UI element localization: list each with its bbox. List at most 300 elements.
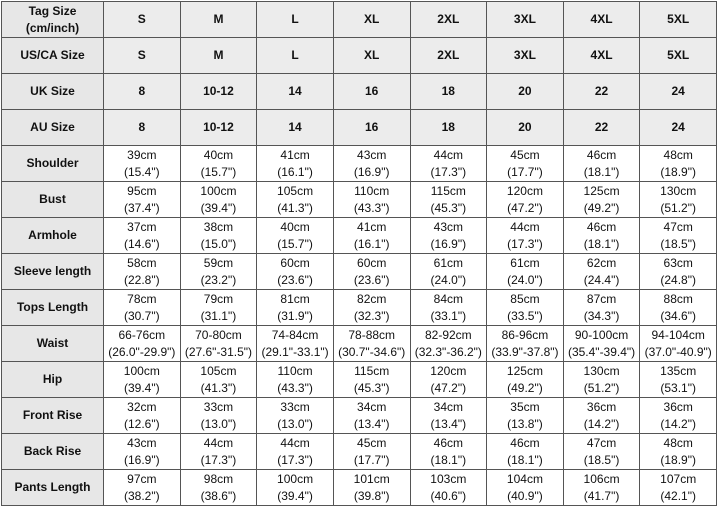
measurement-cell (104, 182, 181, 218)
inch-value: (45.3") (353, 380, 390, 395)
cm-value: 125cm (506, 363, 543, 378)
inch-value: (13.4") (353, 416, 390, 431)
inch-value: (15.4") (124, 164, 160, 179)
cm-value: 130cm (660, 183, 697, 198)
inch-value: (17.7") (507, 164, 543, 179)
inch-value: (14.6") (124, 236, 160, 251)
row-label: Front Rise (2, 398, 104, 434)
inch-value: (17.7") (353, 452, 390, 467)
inch-value: (39.4") (277, 488, 313, 503)
measurement-cell (333, 326, 410, 362)
corner-label-line2: (cm/inch) (25, 20, 80, 35)
inch-value: (33.9"-37.8") (491, 344, 559, 359)
inch-value: (13.8") (507, 416, 543, 431)
size-cell: S (104, 38, 181, 74)
cm-value: 41cm (280, 147, 310, 162)
measurement-cell (563, 218, 640, 254)
cm-value: 95cm (127, 183, 157, 198)
inch-value: (45.3") (430, 200, 467, 215)
size-cell: 20 (487, 110, 564, 146)
cm-value: 78cm (127, 291, 157, 306)
measurement-cell (180, 218, 257, 254)
measurement-cell (257, 218, 334, 254)
cm-value: 86-96cm (501, 327, 549, 342)
cm-value: 47cm (663, 219, 693, 234)
size-cell: 8 (104, 110, 181, 146)
cm-value: 43cm (357, 147, 387, 162)
measurement-cell (410, 398, 487, 434)
measurement-cell (410, 182, 487, 218)
cm-value: 39cm (127, 147, 157, 162)
measurement-row (2, 362, 717, 398)
cm-value: 110cm (354, 183, 390, 198)
cm-value: 46cm (433, 435, 463, 450)
inch-value: (24.4") (583, 272, 620, 287)
inch-value: (31.9") (277, 308, 313, 323)
measurement-cell (563, 398, 640, 434)
measurement-row (2, 218, 717, 254)
inch-value: (39.8") (353, 488, 390, 503)
measurement-cell (333, 398, 410, 434)
measurement-cell (640, 362, 717, 398)
measurement-cell (563, 290, 640, 326)
cm-value: 125cm (583, 183, 620, 198)
cm-value: 105cm (277, 183, 314, 198)
size-cell: 16 (333, 74, 410, 110)
row-label: US/CA Size (2, 38, 104, 74)
corner-label (2, 2, 104, 38)
measurement-cell (640, 434, 717, 470)
cm-value: 63cm (663, 255, 693, 270)
measurement-row (2, 254, 717, 290)
row-label: Shoulder (2, 146, 104, 182)
measurement-cell (487, 146, 564, 182)
measurement-cell (180, 362, 257, 398)
inch-value: (24.8") (660, 272, 696, 287)
inch-value: (18.1") (430, 452, 467, 467)
cm-value: 59cm (203, 255, 234, 270)
inch-value: (40.6") (430, 488, 467, 503)
measurement-cell (640, 290, 717, 326)
cm-value: 120cm (506, 183, 543, 198)
measurement-cell (180, 254, 257, 290)
size-cell: 14 (257, 110, 334, 146)
measurement-cell (563, 326, 640, 362)
measurement-cell (640, 254, 717, 290)
measurement-row (2, 290, 717, 326)
inch-value: (26.0"-29.9") (108, 344, 176, 359)
cm-value: 130cm (583, 363, 620, 378)
inch-value: (24.0") (507, 272, 543, 287)
row-label: AU Size (2, 110, 104, 146)
cm-value: 100cm (123, 363, 160, 378)
inch-value: (41.3") (277, 200, 313, 215)
measurement-cell (180, 398, 257, 434)
measurement-row (2, 398, 717, 434)
inch-value: (18.9") (660, 452, 696, 467)
inch-value: (37.4") (124, 200, 160, 215)
measurement-cell (640, 146, 717, 182)
cm-value: 85cm (510, 291, 540, 306)
cm-value: 104cm (506, 471, 543, 486)
measurement-cell (410, 146, 487, 182)
size-cell: 10-12 (180, 110, 257, 146)
size-cell: 20 (487, 74, 564, 110)
cm-value: 115cm (430, 183, 466, 198)
cm-value: 100cm (200, 183, 237, 198)
inch-value: (18.1") (583, 164, 620, 179)
measurement-cell (410, 290, 487, 326)
measurement-cell (333, 434, 410, 470)
cm-value: 100cm (277, 471, 314, 486)
cm-value: 74-84cm (271, 327, 319, 342)
measurement-cell (563, 182, 640, 218)
size-cell: 10-12 (180, 74, 257, 110)
measurement-cell (487, 182, 564, 218)
measurement-cell (563, 254, 640, 290)
measurement-cell (333, 362, 410, 398)
measurement-cell (180, 434, 257, 470)
inch-value: (15.0") (200, 236, 237, 251)
cm-value: 44cm (203, 435, 234, 450)
inch-value: (34.3") (583, 308, 620, 323)
cm-value: 88cm (663, 291, 693, 306)
measurement-cell (640, 326, 717, 362)
size-cell: L (257, 38, 334, 74)
measurement-cell (487, 290, 564, 326)
cm-value: 120cm (430, 363, 467, 378)
measurement-row (2, 182, 717, 218)
cm-value: 107cm (660, 471, 697, 486)
cm-value: 35cm (510, 399, 540, 414)
measurement-cell (563, 434, 640, 470)
row-label: Hip (2, 362, 104, 398)
inch-value: (18.5") (660, 236, 696, 251)
measurement-cell (333, 182, 410, 218)
row-label: UK Size (2, 74, 104, 110)
size-cell: 24 (640, 110, 717, 146)
measurement-cell (257, 182, 334, 218)
inch-value: (40.9") (507, 488, 543, 503)
inch-value: (49.2") (507, 380, 543, 395)
size-cell: 5XL (640, 38, 717, 74)
inch-value: (18.9") (660, 164, 696, 179)
inch-value: (17.3") (200, 452, 237, 467)
inch-value: (17.3") (507, 236, 543, 251)
measurement-cell (640, 398, 717, 434)
measurement-cell (333, 254, 410, 290)
cm-value: 90-100cm (574, 327, 629, 342)
measurement-cell (257, 146, 334, 182)
cm-value: 40cm (203, 147, 234, 162)
measurement-cell (104, 218, 181, 254)
measurement-cell (257, 470, 334, 506)
measurement-cell (410, 254, 487, 290)
measurement-cell (104, 146, 181, 182)
inch-value: (53.1") (660, 380, 696, 395)
cm-value: 110cm (277, 363, 313, 378)
size-header: M (180, 2, 257, 38)
inch-value: (47.2") (430, 380, 467, 395)
cm-value: 135cm (660, 363, 697, 378)
region-size-row (2, 74, 717, 110)
cm-value: 44cm (510, 219, 540, 234)
measurement-cell (333, 218, 410, 254)
cm-value: 34cm (433, 399, 463, 414)
size-cell: 24 (640, 74, 717, 110)
cm-value: 45cm (357, 435, 387, 450)
cm-value: 61cm (510, 255, 540, 270)
measurement-cell (333, 290, 410, 326)
cm-value: 43cm (433, 219, 463, 234)
measurement-cell (640, 182, 717, 218)
size-cell: XL (333, 38, 410, 74)
inch-value: (16.1") (277, 164, 313, 179)
inch-value: (33.5") (507, 308, 543, 323)
cm-value: 79cm (203, 291, 234, 306)
size-cell: 22 (563, 74, 640, 110)
measurement-row (2, 326, 717, 362)
measurement-cell (180, 146, 257, 182)
measurement-row (2, 146, 717, 182)
cm-value: 115cm (354, 363, 390, 378)
measurement-cell (257, 398, 334, 434)
size-header: 4XL (563, 2, 640, 38)
inch-value: (30.7"-34.6") (338, 344, 406, 359)
inch-value: (18.5") (583, 452, 620, 467)
inch-value: (16.1") (353, 236, 390, 251)
cm-value: 36cm (586, 399, 617, 414)
inch-value: (14.2") (583, 416, 620, 431)
inch-value: (43.3") (277, 380, 313, 395)
size-cell: 2XL (410, 38, 487, 74)
measurement-cell (257, 434, 334, 470)
cm-value: 66-76cm (118, 327, 166, 342)
inch-value: (17.3") (277, 452, 313, 467)
inch-value: (15.7") (277, 236, 313, 251)
cm-value: 44cm (280, 435, 310, 450)
inch-value: (18.1") (583, 236, 620, 251)
cm-value: 47cm (586, 435, 617, 450)
cm-value: 103cm (430, 471, 467, 486)
measurement-cell (257, 254, 334, 290)
measurement-cell (487, 470, 564, 506)
cm-value: 46cm (586, 147, 617, 162)
cm-value: 37cm (127, 219, 157, 234)
size-cell: 16 (333, 110, 410, 146)
cm-value: 94-104cm (651, 327, 705, 342)
cm-value: 82-92cm (424, 327, 472, 342)
inch-value: (16.9") (353, 164, 390, 179)
row-label: Waist (2, 326, 104, 362)
size-cell: 3XL (487, 38, 564, 74)
cm-value: 60cm (357, 255, 387, 270)
size-header: 2XL (410, 2, 487, 38)
cm-value: 60cm (280, 255, 310, 270)
measurement-cell (487, 326, 564, 362)
cm-value: 34cm (357, 399, 387, 414)
cm-value: 33cm (280, 399, 310, 414)
cm-value: 38cm (203, 219, 234, 234)
measurement-cell (333, 470, 410, 506)
inch-value: (15.7") (200, 164, 237, 179)
size-cell: 22 (563, 110, 640, 146)
size-header: S (104, 2, 181, 38)
inch-value: (13.4") (430, 416, 467, 431)
inch-value: (16.9") (430, 236, 467, 251)
cm-value: 61cm (433, 255, 463, 270)
measurement-cell (180, 470, 257, 506)
measurement-cell (104, 398, 181, 434)
row-label: Back Rise (2, 434, 104, 470)
inch-value: (23.6") (277, 272, 313, 287)
cm-value: 70-80cm (195, 327, 242, 342)
measurement-cell (487, 362, 564, 398)
measurement-cell (487, 254, 564, 290)
inch-value: (38.6") (200, 488, 237, 503)
cm-value: 48cm (663, 147, 693, 162)
measurement-cell (410, 470, 487, 506)
size-cell: 18 (410, 74, 487, 110)
size-cell: 14 (257, 74, 334, 110)
measurement-cell (257, 290, 334, 326)
cm-value: 44cm (433, 147, 463, 162)
cm-value: 33cm (203, 399, 234, 414)
inch-value: (42.1") (660, 488, 696, 503)
inch-value: (16.9") (124, 452, 160, 467)
size-header: L (257, 2, 334, 38)
inch-value: (29.1"-33.1") (261, 344, 329, 359)
measurement-row (2, 470, 717, 506)
measurement-cell (257, 362, 334, 398)
measurement-cell (104, 362, 181, 398)
inch-value: (13.0") (200, 416, 237, 431)
cm-value: 106cm (583, 471, 620, 486)
inch-value: (41.3") (200, 380, 237, 395)
size-cell: 4XL (563, 38, 640, 74)
cm-value: 62cm (586, 255, 617, 270)
inch-value: (23.2") (200, 272, 237, 287)
inch-value: (39.4") (124, 380, 160, 395)
inch-value: (51.2") (583, 380, 620, 395)
inch-value: (30.7") (124, 308, 160, 323)
measurement-cell (487, 398, 564, 434)
cm-value: 101cm (353, 471, 390, 486)
measurement-cell (410, 434, 487, 470)
cm-value: 78-88cm (348, 327, 396, 342)
inch-value: (24.0") (430, 272, 467, 287)
measurement-cell (180, 182, 257, 218)
measurement-cell (640, 218, 717, 254)
measurement-cell (563, 362, 640, 398)
tag-size-row (2, 2, 717, 38)
cm-value: 105cm (200, 363, 237, 378)
measurement-cell (333, 146, 410, 182)
measurement-cell (104, 254, 181, 290)
row-label: Armhole (2, 218, 104, 254)
inch-value: (35.4"-39.4") (567, 344, 636, 359)
measurement-cell (563, 146, 640, 182)
measurement-cell (180, 290, 257, 326)
inch-value: (22.8") (124, 272, 160, 287)
measurement-cell (104, 326, 181, 362)
measurement-cell (640, 470, 717, 506)
measurement-cell (104, 470, 181, 506)
inch-value: (31.1") (200, 308, 237, 323)
cm-value: 45cm (510, 147, 540, 162)
cm-value: 81cm (280, 291, 310, 306)
measurement-row (2, 434, 717, 470)
size-header: 5XL (640, 2, 717, 38)
inch-value: (14.2") (660, 416, 696, 431)
inch-value: (32.3"-36.2") (414, 344, 482, 359)
cm-value: 48cm (663, 435, 693, 450)
measurement-cell (104, 434, 181, 470)
cm-value: 43cm (127, 435, 157, 450)
inch-value: (27.6"-31.5") (184, 344, 253, 359)
row-label: Pants Length (2, 470, 104, 506)
inch-value: (18.1") (507, 452, 543, 467)
cm-value: 87cm (586, 291, 617, 306)
measurement-cell (257, 326, 334, 362)
measurement-cell (487, 434, 564, 470)
inch-value: (39.4") (200, 200, 237, 215)
cm-value: 97cm (127, 471, 157, 486)
inch-value: (17.3") (430, 164, 467, 179)
inch-value: (12.6") (124, 416, 160, 431)
size-header: 3XL (487, 2, 564, 38)
cm-value: 36cm (663, 399, 693, 414)
cm-value: 84cm (433, 291, 463, 306)
size-header: XL (333, 2, 410, 38)
inch-value: (47.2") (507, 200, 543, 215)
row-label: Sleeve length (2, 254, 104, 290)
row-label: Tops Length (2, 290, 104, 326)
inch-value: (37.0"-40.9") (644, 344, 712, 359)
region-size-row (2, 110, 717, 146)
cm-value: 46cm (586, 219, 617, 234)
measurement-cell (410, 362, 487, 398)
inch-value: (32.3") (353, 308, 390, 323)
cm-value: 41cm (357, 219, 387, 234)
measurement-cell (487, 218, 564, 254)
measurement-cell (410, 326, 487, 362)
cm-value: 32cm (127, 399, 157, 414)
inch-value: (23.6") (353, 272, 390, 287)
inch-value: (33.1") (430, 308, 467, 323)
inch-value: (43.3") (353, 200, 390, 215)
measurement-cell (104, 290, 181, 326)
inch-value: (38.2") (124, 488, 160, 503)
inch-value: (41.7") (583, 488, 620, 503)
size-cell: 18 (410, 110, 487, 146)
region-size-row (2, 38, 717, 74)
cm-value: 82cm (357, 291, 387, 306)
corner-label-line1: Tag Size (28, 3, 77, 18)
size-cell: 8 (104, 74, 181, 110)
inch-value: (49.2") (583, 200, 620, 215)
inch-value: (34.6") (660, 308, 696, 323)
cm-value: 98cm (203, 471, 234, 486)
measurement-cell (563, 470, 640, 506)
inch-value: (51.2") (660, 200, 696, 215)
measurement-cell (410, 218, 487, 254)
inch-value: (13.0") (277, 416, 313, 431)
cm-value: 58cm (127, 255, 157, 270)
cm-value: 40cm (280, 219, 310, 234)
measurement-cell (180, 326, 257, 362)
size-chart-table (1, 1, 717, 506)
